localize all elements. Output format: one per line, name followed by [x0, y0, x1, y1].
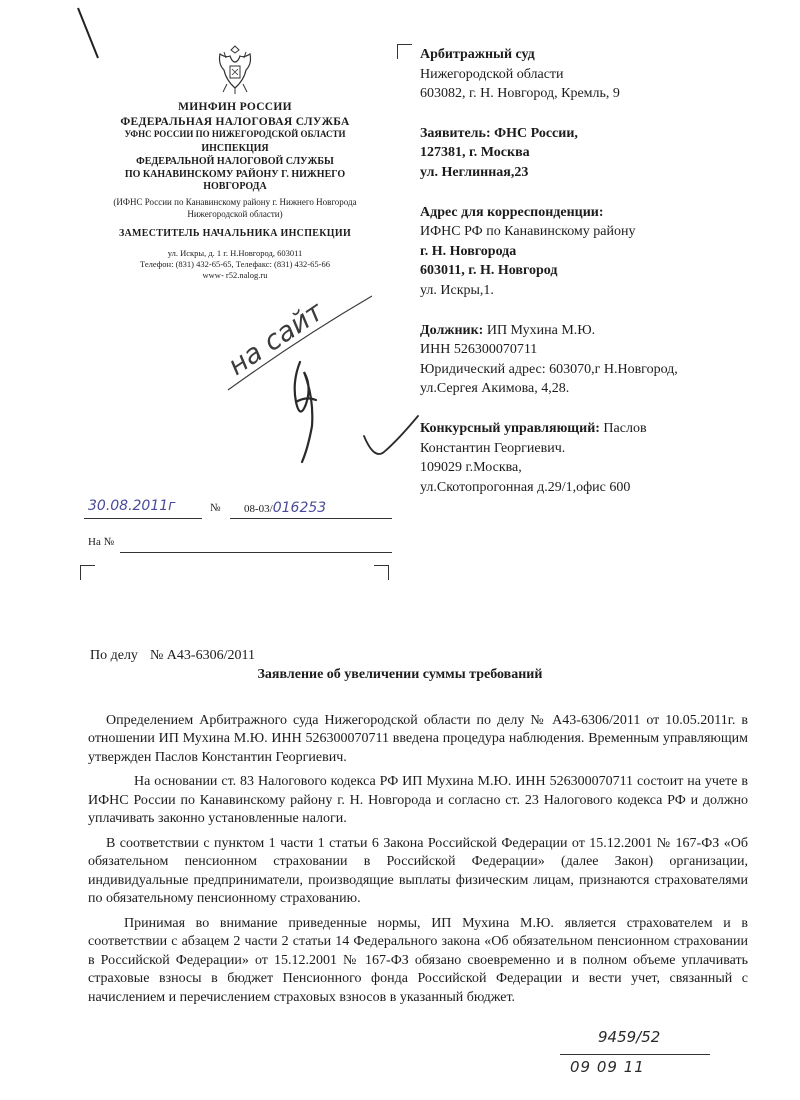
court-region: Нижегородской области	[420, 66, 564, 82]
signature	[295, 362, 316, 462]
number-label: №	[210, 502, 221, 514]
service-name: ФЕДЕРАЛЬНАЯ НАЛОГОВАЯ СЛУЖБА	[120, 115, 350, 128]
applicant-line: 127381, г. Москва	[420, 145, 530, 161]
paragraph: На основании ст. 83 Налогового кодекса РФ ИП Мухина М.Ю. ИНН 526300070711 состоит на учете в ИФНС России по Канавинскому району г. Н. Новгорода и согласно ст. 23 Налогового кодекса РФ и должно уплачивать законно установленные налоги.	[88, 774, 748, 827]
incoming-number: 9459/52	[598, 1028, 661, 1046]
case-number: № А43-6306/2011	[149, 648, 255, 663]
case-label: По делу	[90, 648, 138, 663]
outgoing-number	[244, 500, 326, 516]
number-handwritten: 016253	[272, 500, 327, 516]
correspondence-line: 603011, г. Н. Новгород	[420, 263, 558, 279]
inspection-line: НОВГОРОДА	[203, 181, 267, 193]
manager-name: Константин Георгиевич.	[420, 440, 566, 456]
short-name-line: Нижегородской области)	[187, 208, 283, 219]
paragraph: Определением Арбитражного суда Нижегородской области по делу № А43-6306/2011 от 10.05.2011г. в отношении ИП Мухина М.Ю. ИНН 526300070711 введена процедура наблюдения. Временным управляющим утвержден Паслов Константин Георгиевич.	[88, 713, 748, 765]
ufns-name: УФНС РОССИИ ПО НИЖЕГОРОДСКОЙ ОБЛАСТИ	[124, 129, 346, 140]
debtor-address: Юридический адрес: 603070,г Н.Новгород,	[420, 361, 678, 377]
inspection-line: ИНСПЕКЦИЯ	[201, 142, 269, 154]
manager-street: ул.Скотопрогонная д.29/1,офис 600	[420, 479, 631, 495]
date-underline	[84, 518, 202, 519]
document-body	[88, 712, 748, 1013]
applicant-line: Заявитель: ФНС России,	[420, 125, 578, 141]
letterhead-phones: Телефон: (831) 432-65-65, Телефакс: (831) 432-65-66	[140, 258, 330, 269]
manager-line: Конкурсный управляющий: Паслов	[420, 420, 647, 436]
incoming-stamp	[560, 1028, 730, 1088]
number-typed: 08-03/	[244, 503, 273, 515]
correspondence-line: ИФНС РФ по Канавинскому району	[420, 224, 636, 240]
outgoing-date: 30.08.2011г	[88, 498, 176, 514]
applicant-line: ул. Неглинная,23	[420, 164, 529, 180]
correspondence-label: Адрес для корреспонденции:	[420, 204, 604, 220]
paragraph: Принимая во внимание приведенные нормы, ИП Мухина М.Ю. является страхователем и в соответствии с абзацем 2 части 2 статьи 14 Федерального закона «Об обязательном пенсионном страховании в Российской Федерации» от 15.12.2001 № 167-ФЗ обязано своевременно и в полном объеме уплачивать страховые взносы в бюджет Пенсионного фонда Российской Федерации и вести учет, связанный с начислением и перечислением страховых взносов в указанный бюджет.	[88, 915, 748, 1005]
incoming-date: 09 09 11	[570, 1058, 645, 1076]
handwritten-note: на сайт	[222, 296, 329, 382]
case-reference	[90, 648, 267, 664]
paragraph: В соответствии с пунктом 1 части 1 статьи 6 Закона Российской Федерации от 15.12.2001 № 167-ФЗ «Об обязательном пенсионном страховании в Российской Федерации» (далее Закон) организации, индивидуальные предприниматели, производящие выплаты физическим лицам, признаются страхователями по обязательному пенсионному страхованию.	[88, 835, 748, 907]
short-name-line: (ИФНС России по Канавинскому району г. Нижнего Новгорода	[113, 197, 357, 208]
manager-city: 109029 г.Москва,	[420, 460, 522, 476]
inspection-line: ФЕДЕРАЛЬНОЙ НАЛОГОВОЙ СЛУЖБЫ	[136, 155, 334, 167]
stamp-divider	[560, 1054, 710, 1055]
document-title: Заявление об увеличении суммы требований	[257, 667, 543, 682]
deputy-title: ЗАМЕСТИТЕЛЬ НАЧАЛЬНИКА ИНСПЕКЦИИ	[118, 228, 352, 240]
letterhead-address: ул. Искры, д. 1 г. Н.Новгород, 603011	[167, 247, 303, 258]
correspondence-line: г. Н. Новгорода	[420, 243, 517, 259]
debtor-street: ул.Сергея Акимова, 4,28.	[420, 381, 570, 397]
reference-label: На №	[88, 536, 115, 548]
letterhead-website: www- r52.nalog.ru	[202, 269, 268, 280]
corner-slash-mark	[78, 8, 98, 58]
registration-line	[80, 498, 400, 522]
court-address: 603082, г. Н. Новгород, Кремль, 9	[420, 86, 620, 102]
ministry-name: МИНФИН РОССИИ	[178, 101, 292, 113]
correspondence-line: ул. Искры,1.	[420, 282, 494, 298]
check-mark	[364, 416, 418, 454]
number-underline	[230, 518, 392, 519]
registration-block	[80, 498, 400, 556]
reference-underline	[120, 552, 392, 553]
court-name: Арбитражный суд	[420, 47, 535, 62]
debtor-line: Должник: ИП Мухина М.Ю.	[420, 322, 596, 338]
debtor-inn: ИНН 526300070711	[420, 342, 538, 358]
reference-line	[80, 534, 400, 556]
inspection-line: ПО КАНАВИНСКОМУ РАЙОНУ Г. НИЖНЕГО	[124, 168, 346, 180]
